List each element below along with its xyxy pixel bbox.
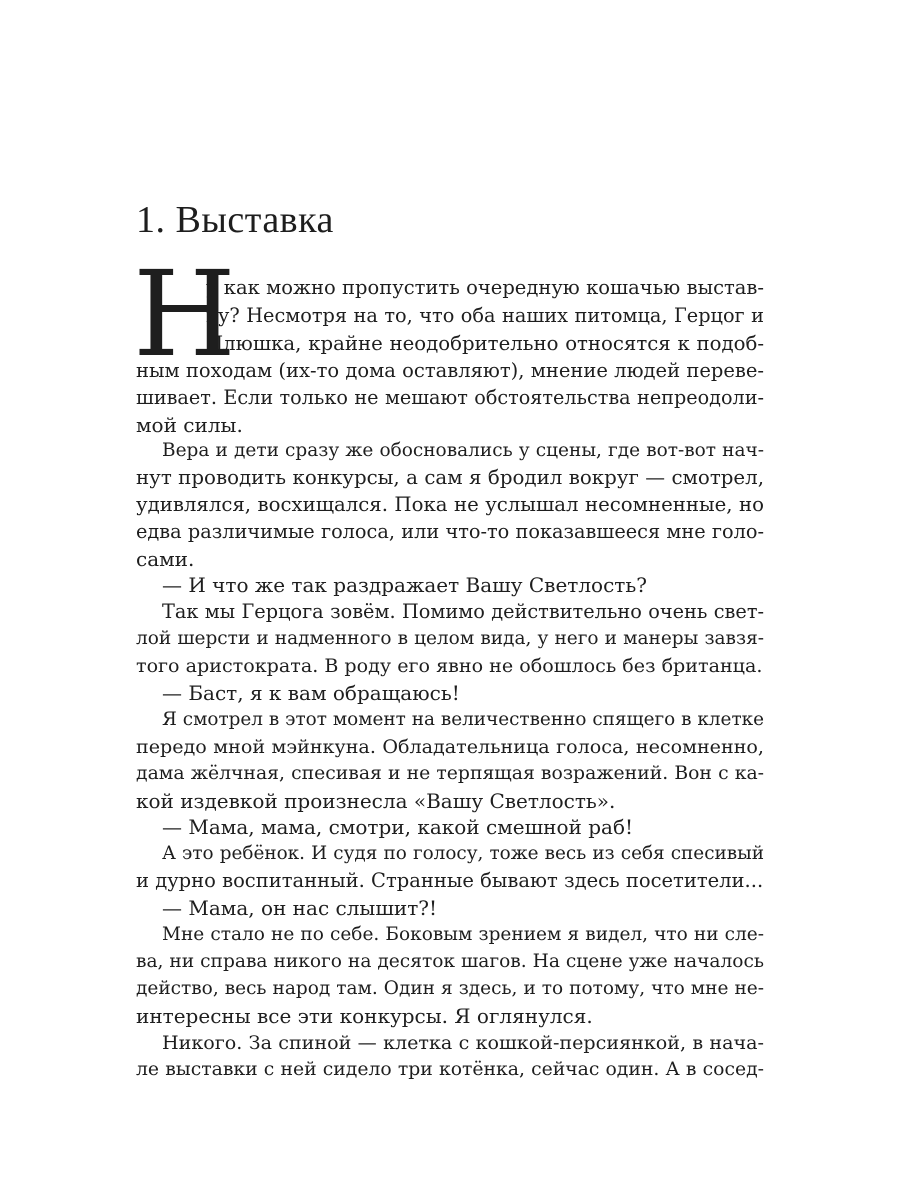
text-line: передо мной мэйнкуна. Обладательница голоса, несомненно,	[136, 735, 764, 758]
text-line: Плюшка, крайне неодобрительно относятся к подоб-	[206, 332, 764, 355]
text-line: нут проводить конкурсы, а сам я бродил вокруг — смотрел,	[136, 466, 764, 489]
text-line: — И что же так раздражает Вашу Светлость?	[162, 573, 647, 597]
text-line: интересны все эти конкурсы. Я оглянулся.	[136, 1004, 593, 1028]
text-line: ле выставки с ней сидело три котёнка, сейчас один. А в сосед-	[136, 1059, 764, 1080]
text-line: — Мама, мама, смотри, какой смешной раб!	[162, 815, 634, 839]
text-line: мой силы.	[136, 413, 243, 437]
text-line: действо, весь народ там. Один я здесь, и то потому, что мне не-	[136, 978, 764, 999]
text-line: Я смотрел в этот момент на величественно спящего в клетке	[162, 709, 764, 730]
text-line: А это ребёнок. И судя по голосу, тоже весь из себя спесивый	[162, 843, 764, 864]
text-line: ва, ни справа никого на десяток шагов. На сцене уже началось	[136, 951, 764, 972]
text-line: Вера и дети сразу же обосновались у сцены, где вот-вот нач-	[162, 440, 764, 461]
text-line: Мне стало не по себе. Боковым зрением я видел, что ни сле-	[162, 924, 764, 945]
text-line: и дурно воспитанный. Странные бывают здесь посетители...	[136, 869, 764, 892]
text-line: кой издевкой произнесла «Вашу Светлость».	[136, 789, 616, 813]
text-line: сами.	[136, 547, 195, 571]
drop-cap: Н	[133, 245, 236, 383]
text-line: — Баст, я к вам обращаюсь!	[162, 681, 460, 705]
text-line: ку? Несмотря на то, что оба наших питомца, Герцог и	[206, 304, 764, 327]
text-line: Никого. За спиной — клетка с кошкой-персиянкой, в нача-	[162, 1031, 764, 1054]
chapter-title: 1. Выставка	[136, 199, 334, 241]
text-line: дама жёлчная, спесивая и не терпящая возражений. Вон с ка-	[136, 763, 764, 784]
text-line: — Мама, он нас слышит?!	[162, 896, 438, 920]
text-line: Так мы Герцога зовём. Помимо действительно очень свет-	[162, 600, 764, 623]
text-line: лой шерсти и надменного в целом вида, у него и манеры завзя-	[136, 628, 764, 649]
text-line: того аристократа. В роду его явно не обошлось без британца.	[136, 654, 763, 677]
text-line: ным походам (их-то дома оставляют), мнение людей переве-	[136, 359, 764, 382]
text-line: у как можно пропустить очередную кошачью выстав-	[206, 276, 764, 299]
text-line: едва различимые голоса, или что-то показавшееся мне голо-	[136, 520, 764, 543]
text-line: шивает. Если только не мешают обстоятельства непреодоли-	[136, 386, 764, 409]
text-line: удивлялся, восхищался. Пока не услышал несомненные, но	[136, 493, 764, 516]
